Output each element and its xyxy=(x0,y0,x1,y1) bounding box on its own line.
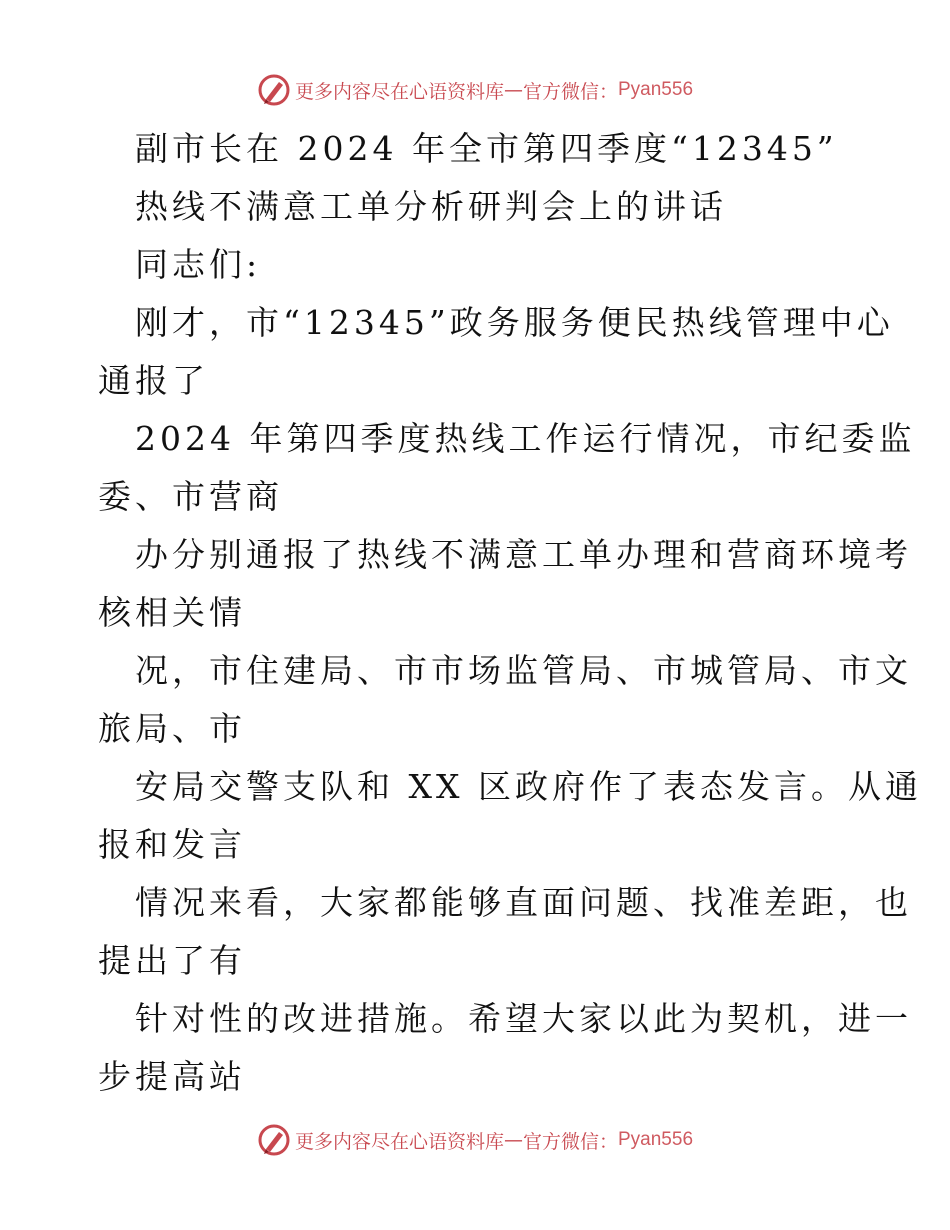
paragraph-line: 情况来看，大家都能够直面问题、找准差距，也 xyxy=(135,883,912,922)
watermark-banner-bottom xyxy=(0,1120,950,1160)
paragraph-line: 办分别通报了热线不满意工单办理和营商环境考 xyxy=(135,535,912,574)
paragraph-line: 步提高站 xyxy=(98,1057,246,1096)
watermark-text: 更多内容尽在心语资料库 xyxy=(294,80,504,103)
paragraph-line: 旅局、市 xyxy=(98,709,246,748)
paragraph-line: 针对性的改进措施。希望大家以此为契机，进一 xyxy=(135,999,912,1038)
paragraph-line: 委、市营商 xyxy=(98,477,283,516)
paragraph-line: 况，市住建局、市市场监管局、市城管局、市文 xyxy=(135,651,912,690)
document-title-line-1: 副市长在 2024 年全市第四季度“12345” xyxy=(135,129,838,168)
paragraph-line: 通报了 xyxy=(98,361,209,400)
salutation: 同志们: xyxy=(135,245,262,284)
watermark-banner-top xyxy=(0,70,950,110)
pen-logo-icon xyxy=(257,73,291,107)
watermark-handle: Pyan556 xyxy=(618,79,694,100)
document-title-line-2: 热线不满意工单分析研判会上的讲话 xyxy=(135,187,727,226)
pen-logo-icon xyxy=(257,1123,291,1157)
watermark-handle: Pyan556 xyxy=(618,1129,694,1150)
paragraph-line: 刚才，市“12345”政务服务便民热线管理中心 xyxy=(135,303,894,342)
watermark-text: 更多内容尽在心语资料库 xyxy=(294,1130,504,1153)
watermark-contact-label: 官方微信： xyxy=(522,80,618,103)
watermark-separator: — xyxy=(503,1129,523,1151)
watermark-separator: — xyxy=(503,79,523,101)
paragraph-line: 安局交警支队和 XX 区政府作了表态发言。从通 xyxy=(135,767,922,806)
watermark-contact-label: 官方微信： xyxy=(522,1130,618,1153)
paragraph-line: 提出了有 xyxy=(98,941,246,980)
paragraph-line: 2024 年第四季度热线工作运行情况，市纪委监 xyxy=(135,419,916,458)
paragraph-line: 报和发言 xyxy=(98,825,246,864)
paragraph-line: 核相关情 xyxy=(98,593,246,632)
